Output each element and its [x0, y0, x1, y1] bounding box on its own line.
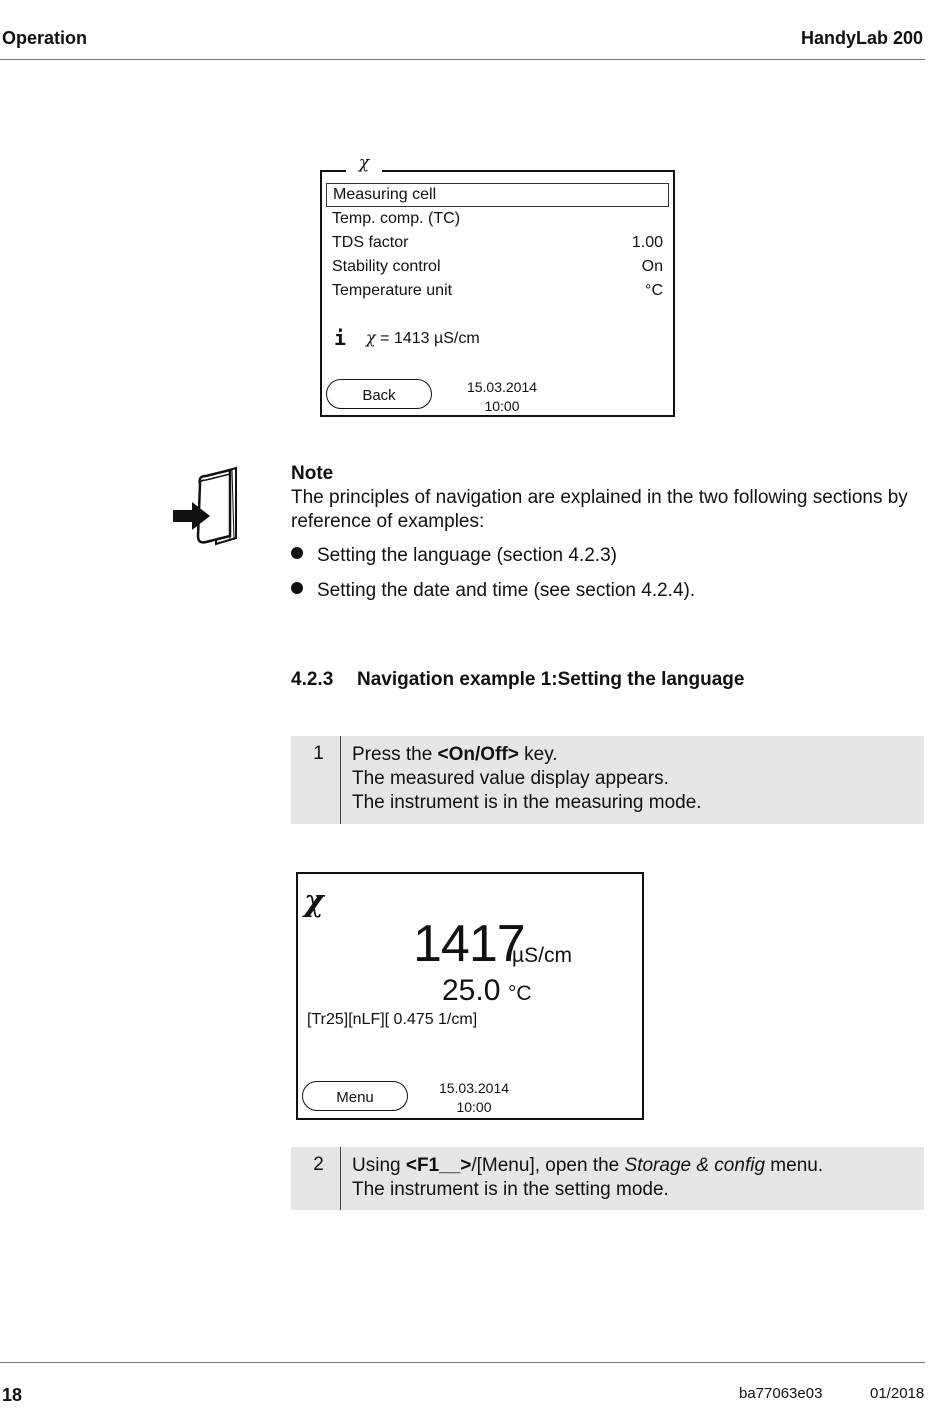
bullet-item — [291, 544, 617, 568]
menu-item-value: 1.00 — [631, 234, 663, 251]
menu-item-value: On — [641, 258, 663, 275]
footer-rule — [0, 1362, 925, 1363]
screen-date: 15.03.2014 — [438, 1080, 510, 1096]
bullet-text: Setting the date and time (see section 4.2.4). — [317, 580, 696, 601]
menu-item-label: Stability control — [332, 258, 441, 275]
menu-item-measuring-cell[interactable] — [326, 183, 669, 207]
step-line: The instrument is in the measuring mode. — [352, 792, 702, 813]
step-text-part: Press the — [352, 744, 438, 765]
step-number: 1 — [291, 736, 341, 824]
config-menu-screen — [320, 170, 675, 417]
menu-name: Storage & config — [624, 1155, 766, 1176]
step-text-part: key. — [518, 744, 558, 765]
info-value: = 1413 µS/cm — [375, 330, 480, 347]
step-2 — [291, 1147, 924, 1210]
document-date: 01/2018 — [870, 1385, 925, 1402]
info-text — [366, 328, 480, 349]
menu-item-label: TDS factor — [332, 234, 409, 251]
conductivity-symbol: χ — [304, 884, 324, 919]
header-rule — [0, 59, 925, 60]
bullet-text: Setting the language (section 4.2.3) — [317, 545, 617, 566]
page-number: 18 — [2, 1385, 23, 1405]
menu-item-temperature-unit[interactable] — [326, 279, 669, 303]
back-softkey[interactable]: Back — [326, 379, 432, 409]
screen-time: 10:00 — [456, 1099, 492, 1115]
temperature-unit: °C — [508, 982, 532, 1005]
menu-item-label: Measuring cell — [333, 186, 437, 203]
note-text: The principles of navigation are explained in the two following sections by reference of examples: — [291, 487, 908, 532]
menu-item-stability-control[interactable] — [326, 255, 669, 279]
menu-item-tds-factor[interactable] — [326, 231, 669, 255]
key-f1: <F1__> — [405, 1155, 472, 1176]
step-text — [352, 1154, 823, 1202]
menu-softkey[interactable]: Menu — [302, 1081, 408, 1111]
step-text-part: /[Menu], open the — [471, 1155, 625, 1176]
screen-datetime — [454, 378, 550, 416]
step-text — [352, 743, 702, 815]
section-heading — [291, 669, 744, 691]
step-number: 2 — [291, 1147, 341, 1210]
measured-value: 1417 — [413, 915, 525, 973]
bullet-dot — [291, 582, 303, 594]
status-line: [Tr25][nLF][ 0.475 1/cm] — [307, 1011, 478, 1028]
measured-value-screen — [296, 872, 644, 1120]
section-title: Navigation example 1:Setting the language — [357, 669, 745, 690]
measured-unit: µS/cm — [512, 944, 572, 967]
step-text-part: Using — [352, 1155, 406, 1176]
conductivity-symbol: χ — [366, 328, 376, 347]
header-product: HandyLab 200 — [800, 28, 923, 48]
bullet-dot — [291, 547, 303, 559]
menu-item-label: Temp. comp. (TC) — [332, 210, 461, 227]
document-id: ba77063e03 — [739, 1385, 823, 1402]
menu-item-temp-comp[interactable] — [326, 207, 669, 231]
screen-time: 10:00 — [484, 398, 520, 414]
menu-item-label: Temperature unit — [332, 282, 453, 299]
bullet-item — [291, 579, 695, 603]
note-title: Note — [291, 463, 334, 484]
screen-title: χ — [346, 152, 382, 174]
step-1 — [291, 736, 924, 824]
step-line: The instrument is in the setting mode. — [352, 1179, 669, 1200]
note-book-icon — [170, 466, 242, 548]
step-line: The measured value display appears. — [352, 768, 669, 789]
key-on-off: <On/Off> — [437, 744, 519, 765]
screen-date: 15.03.2014 — [466, 379, 538, 395]
section-number: 4.2.3 — [291, 669, 334, 690]
step-text-part: menu. — [765, 1155, 824, 1176]
menu-item-value: °C — [645, 282, 663, 299]
screen-datetime — [426, 1079, 522, 1117]
header-section: Operation — [2, 28, 88, 48]
temperature-value: 25.0 — [442, 974, 501, 1007]
info-icon: i — [334, 326, 347, 350]
